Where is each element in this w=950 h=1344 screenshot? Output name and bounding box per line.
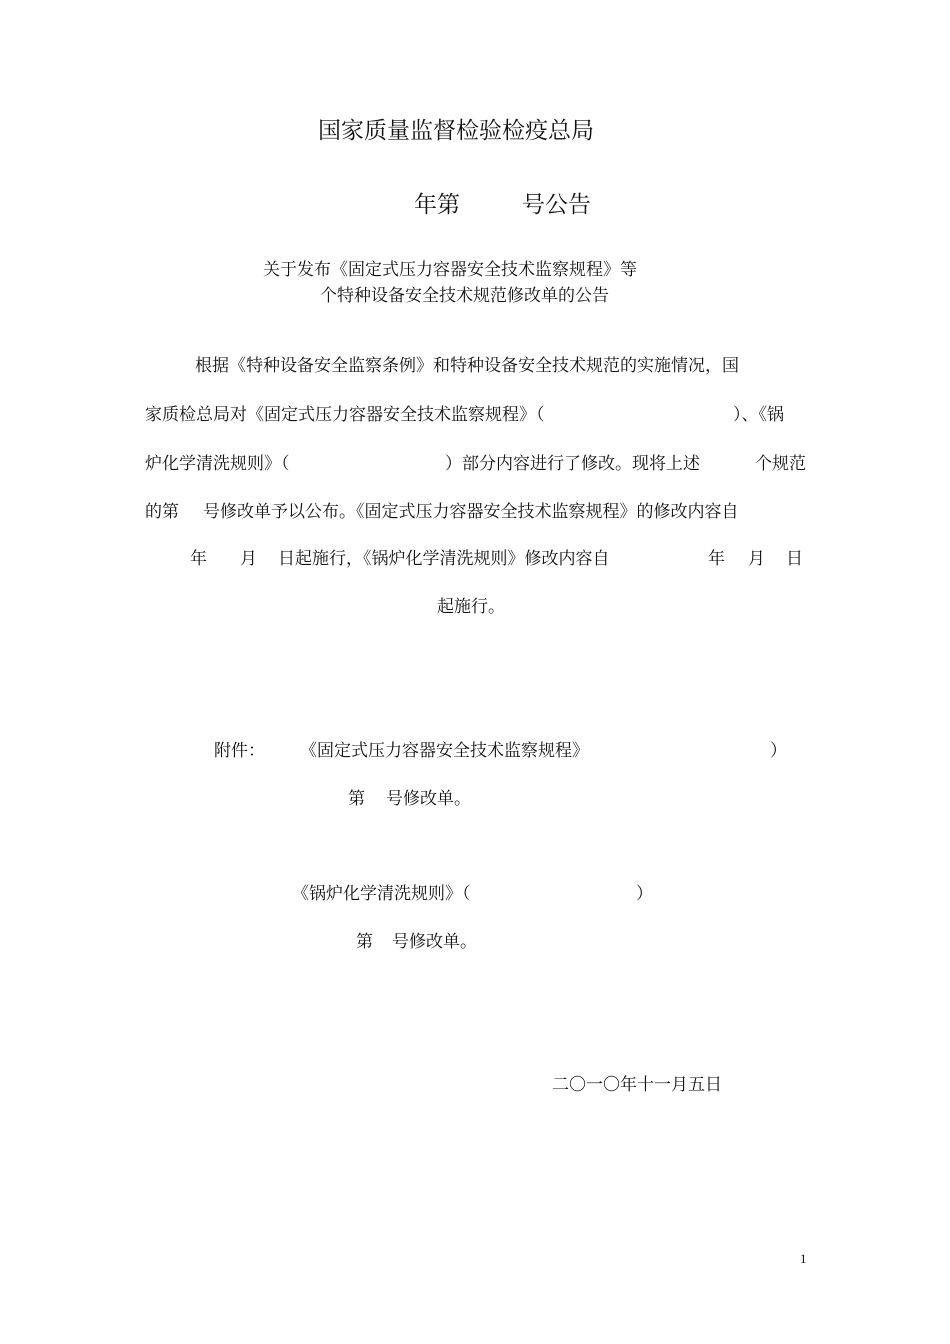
body-line-5-day2: 日 <box>786 549 803 569</box>
body-line-4a: 的第 <box>145 502 179 522</box>
body-line-5-month2: 月 <box>748 549 765 569</box>
body-line-2a: 家质检总局对《固定式压力容器安全技术监察规程》（ <box>145 405 545 425</box>
body-line-3a: 炉化学清洗规则》（ <box>145 454 290 474</box>
body-line-6: 起施行。 <box>437 597 505 617</box>
attachment-1-close: ） <box>770 741 787 761</box>
attachment-2-line2a: 第 <box>356 932 373 952</box>
attachment-1-line2a: 第 <box>348 789 365 809</box>
subtitle-line-2: 个特种设备安全技术规范修改单的公告 <box>320 286 609 306</box>
body-line-3b: ）部分内容进行了修改。现将上述 <box>445 454 700 474</box>
body-line-2b: ）、《锅 <box>733 405 784 425</box>
attachment-2-close: ） <box>636 884 653 904</box>
attachment-2-title: 《锅炉化学清洗规则》（ <box>292 884 471 904</box>
attachments-label: 附件： <box>214 741 265 761</box>
body-line-3c: 个规范 <box>755 454 806 474</box>
body-line-5-day: 日起施行，《锅炉化学清洗规则》修改内容自 <box>278 549 610 569</box>
body-line-4b: 号修改单予以公布。《固定式压力容器安全技术监察规程》的修改内容自 <box>203 502 739 522</box>
issue-date: 二〇一〇年十一月五日 <box>552 1075 722 1095</box>
attachment-2-line2b: 号修改单。 <box>392 932 477 952</box>
announcement-year-label: 年第 <box>414 192 460 218</box>
announcement-number-label: 号公告 <box>522 192 591 218</box>
attachment-1-title: 《固定式压力容器安全技术监察规程》 <box>300 741 589 761</box>
page-number: 1 <box>800 1251 807 1266</box>
attachment-1-line2b: 号修改单。 <box>386 789 471 809</box>
body-line-5-month: 月 <box>240 549 257 569</box>
subtitle-line-1: 关于发布《固定式压力容器安全技术监察规程》等 <box>263 260 637 280</box>
organization-title: 国家质量监督检验检疫总局 <box>318 118 594 144</box>
body-line-5-year2: 年 <box>708 549 725 569</box>
body-line-1: 根据《特种设备安全监察条例》和特种设备安全技术规范的实施情况，国 <box>195 356 739 376</box>
body-line-5-year: 年 <box>190 549 207 569</box>
